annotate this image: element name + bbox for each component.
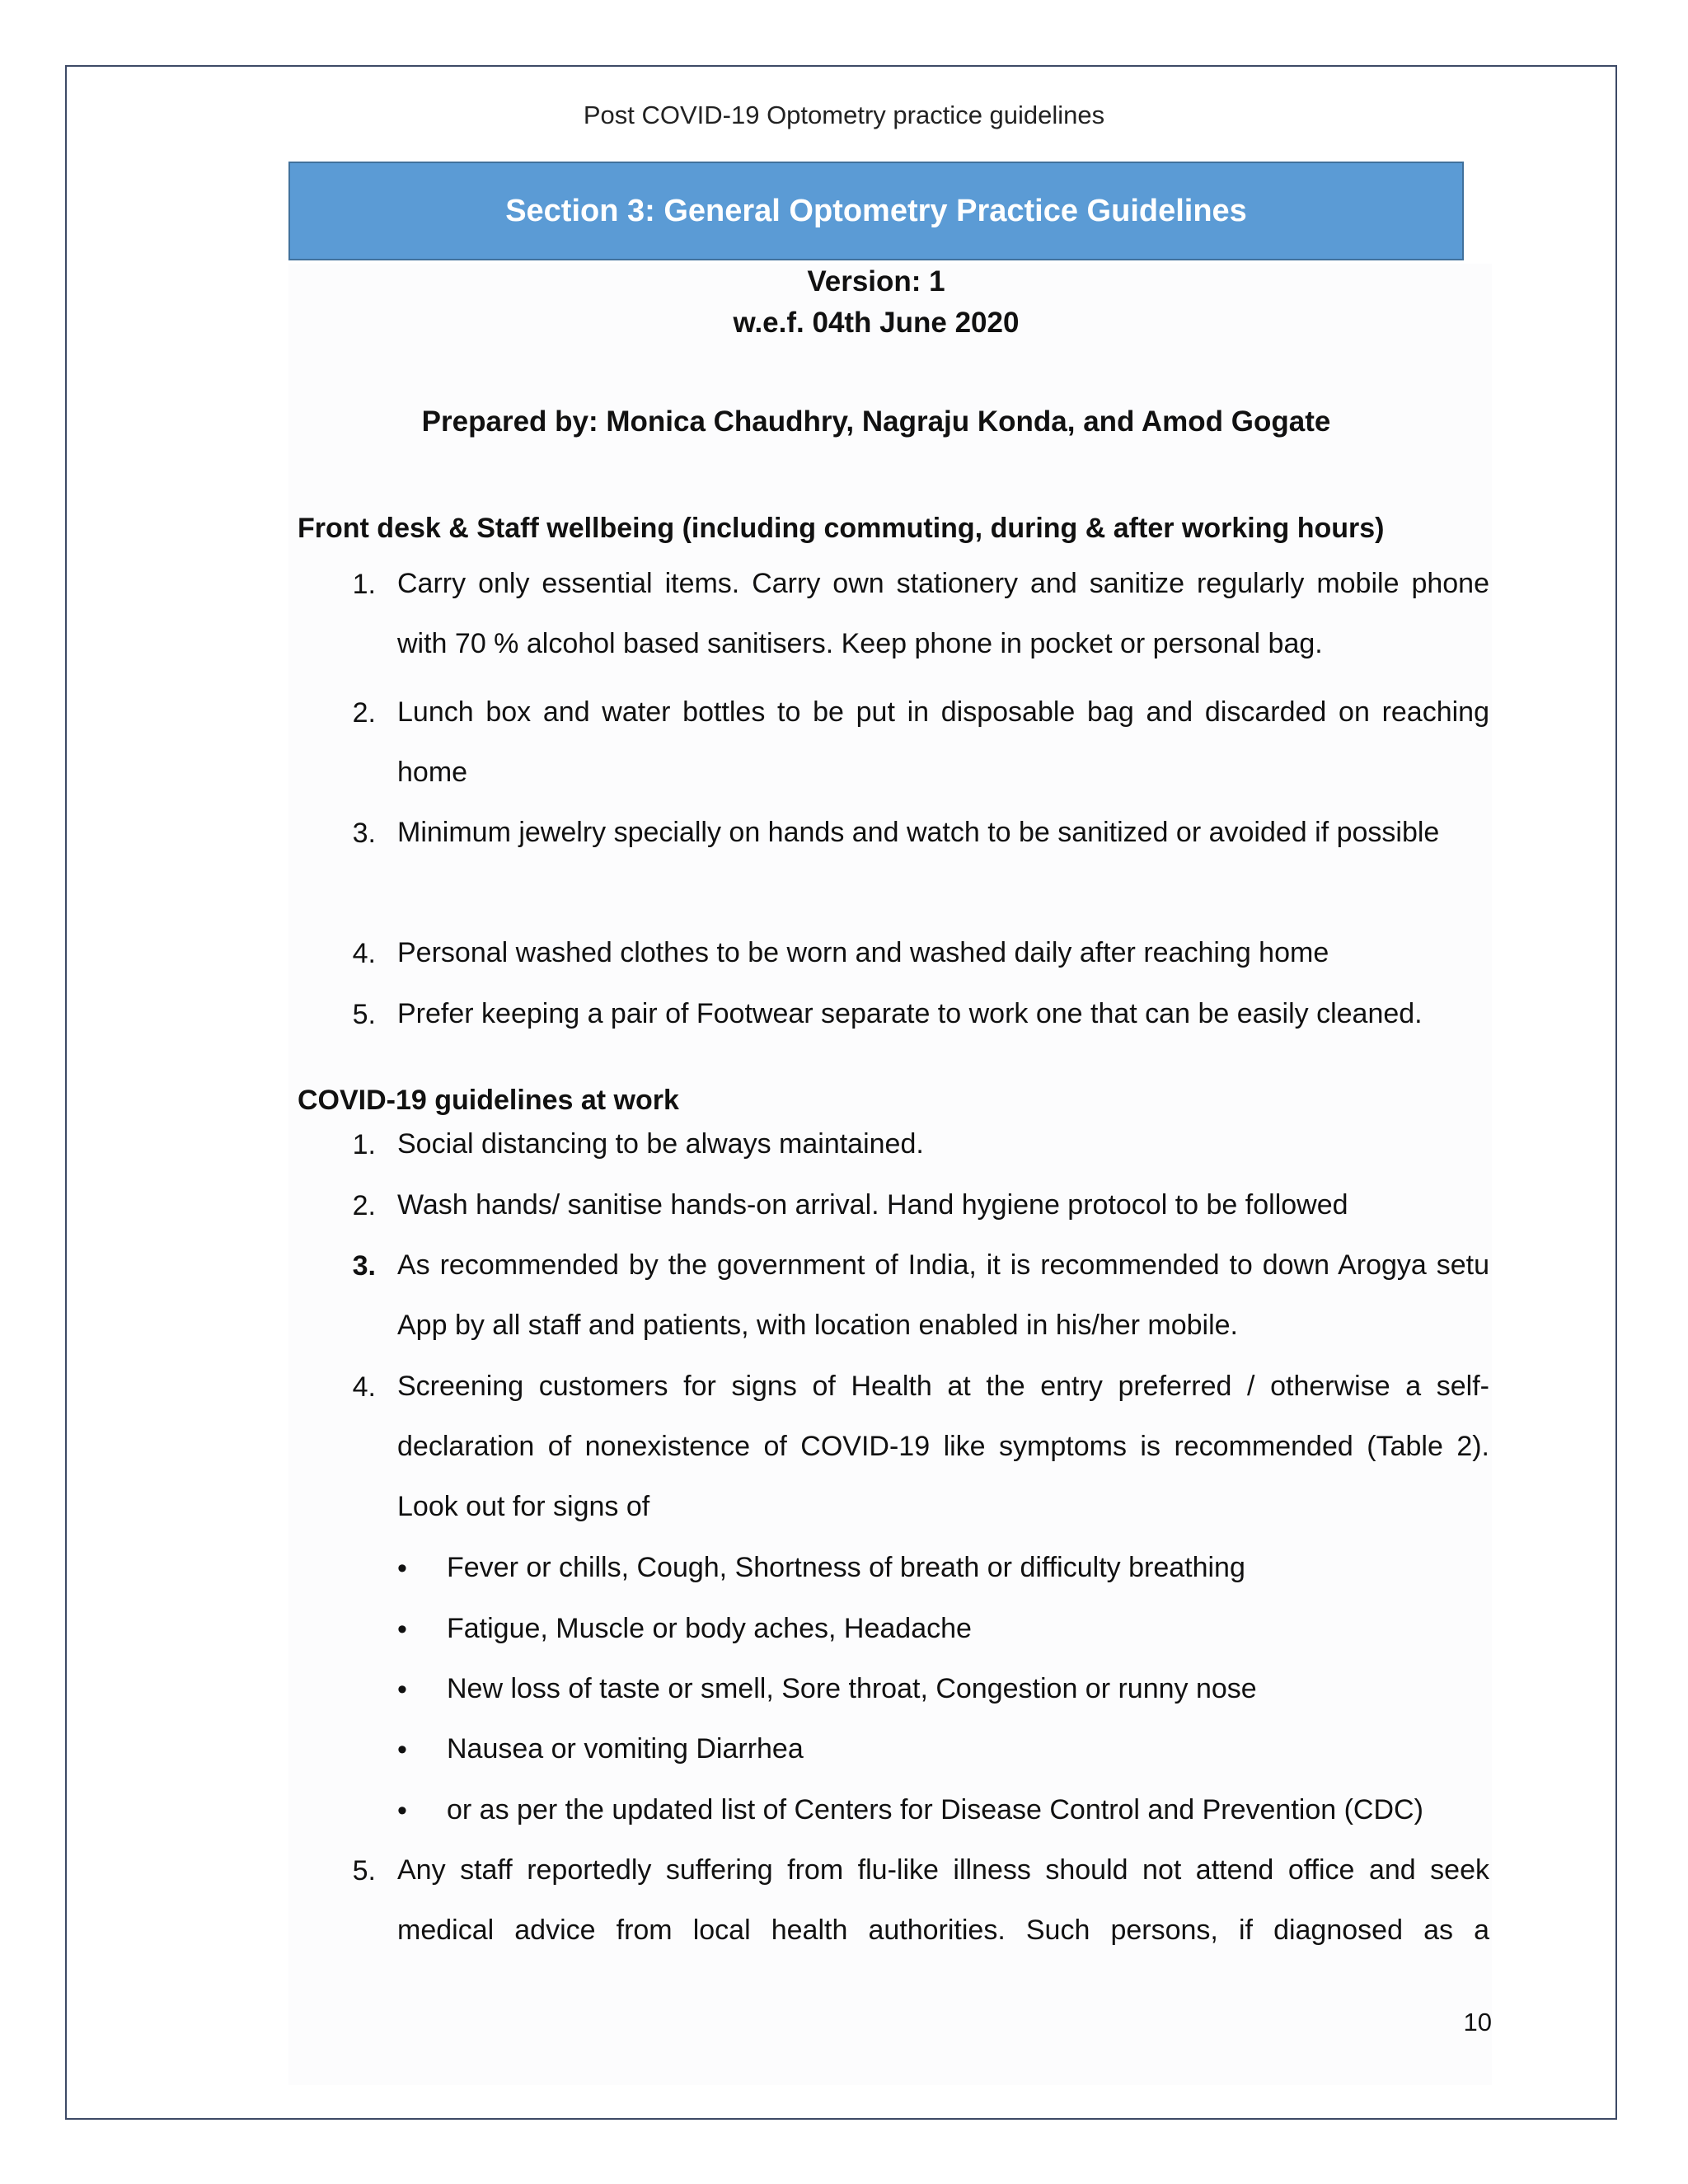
bullet-text: Fatigue, Muscle or body aches, Headache (447, 1613, 972, 1644)
list-item-text: Screening customers for signs of Health at the entry preferred / otherwise a self-declaration of nonexistence of COVID-19 like symptoms is recommended (Table 2). Look out for signs of (397, 1371, 1489, 1522)
list-item-text: As recommended by the government of India, it is recommended to down Arogya setu App by all staff and patients, with location enabled in his/her mobile. (397, 1249, 1489, 1341)
list-item-text: Wash hands/ sanitise hands-on arrival. Hand hygiene protocol to be followed (397, 1189, 1348, 1221)
list-item-text: Minimum jewelry specially on hands and watch to be sanitized or avoided if possible (397, 817, 1440, 848)
list-item-text: Social distancing to be always maintained. (397, 1128, 924, 1160)
bullet-text: New loss of taste or smell, Sore throat, Congestion or runny nose (447, 1673, 1257, 1704)
bullet-text: Fever or chills, Cough, Shortness of breath or difficulty breathing (447, 1552, 1245, 1583)
version-line: Version: 1 (807, 265, 945, 298)
list-item-text: Any staff reportedly suffering from flu-like illness should not attend office and seek medical advice from local health authorities. Such persons, if diagnosed as a (397, 1854, 1489, 1946)
list-item-number: 2. (352, 1190, 376, 1221)
list-item-number: 5. (352, 1855, 376, 1886)
running-header: Post COVID-19 Optometry practice guidelines (583, 101, 1105, 129)
list-item-number: 4. (352, 1371, 376, 1403)
list-item-text: Lunch box and water bottles to be put in disposable bag and discarded on reaching home (397, 696, 1489, 788)
covid-work-heading: COVID-19 guidelines at work (298, 1085, 679, 1116)
bullet-marker: • (397, 1734, 407, 1765)
list-item-text: Personal washed clothes to be worn and washed daily after reaching home (397, 937, 1329, 968)
bullet-marker: • (397, 1614, 407, 1645)
list-item-number: 3. (352, 818, 376, 849)
list-item-number: 5. (352, 999, 376, 1030)
list-item-number: 3. (352, 1250, 376, 1282)
section-title-banner (288, 162, 1464, 260)
page-number: 10 (1463, 2008, 1492, 2036)
prepared-by-line: Prepared by: Monica Chaudhry, Nagraju Konda, and Amod Gogate (421, 405, 1331, 438)
list-item-number: 2. (352, 697, 376, 729)
bullet-text: or as per the updated list of Centers for Disease Control and Prevention (CDC) (447, 1794, 1423, 1825)
bullet-marker: • (397, 1553, 407, 1584)
section-title: Section 3: General Optometry Practice Guidelines (505, 193, 1247, 228)
list-item-number: 1. (352, 1129, 376, 1160)
effective-date-line: w.e.f. 04th June 2020 (733, 307, 1020, 339)
front-desk-heading: Front desk & Staff wellbeing (including commuting, during & after working hours) (298, 513, 1385, 544)
bullet-marker: • (397, 1795, 407, 1826)
bullet-text: Nausea or vomiting Diarrhea (447, 1733, 804, 1765)
list-item-text: Prefer keeping a pair of Footwear separate to work one that can be easily cleaned. (397, 998, 1423, 1029)
list-item-text: Carry only essential items. Carry own stationery and sanitize regularly mobile phone with 70 % alcohol based sanitisers. Keep phone in pocket or personal bag. (397, 568, 1489, 659)
list-item-number: 1. (352, 569, 376, 600)
bullet-marker: • (397, 1674, 407, 1705)
list-item-number: 4. (352, 938, 376, 969)
